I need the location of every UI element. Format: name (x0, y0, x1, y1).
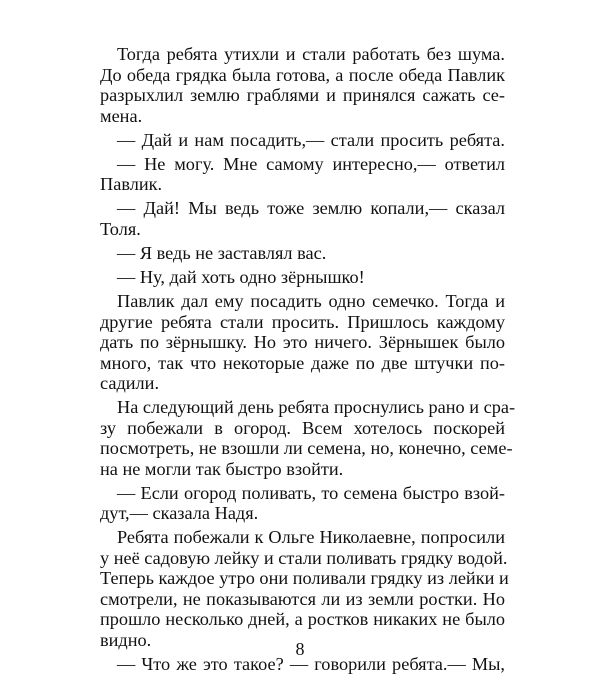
text-line: прошло несколько дней, а ростков никаких не было (100, 609, 505, 630)
text-line: разрыхлил землю граблями и принялся сажать се- (100, 85, 505, 105)
text-line: посмотреть, не взошли ли семена, но, конечно, семе- (100, 438, 513, 459)
text-line: — Дай и нам посадить,— стали просить ребята. (117, 129, 505, 150)
text-line: у неё садовую лейку и стали поливать грядку водой. (100, 547, 508, 568)
text-line: смотрели, не показываются ли из земли ростки. Но (100, 588, 505, 609)
text-line: дут,— сказала Надя. (100, 503, 259, 524)
text-line: До обеда грядка была готова, а после обеда Павлик (100, 64, 505, 85)
text-line: Тогда ребята утихли и стали работать без шума. (117, 44, 505, 64)
text-line: — Я ведь не заставлял вас. (117, 242, 327, 263)
text-line: — Ну, дай хоть одно зёрнышко! (117, 266, 365, 287)
text-line: мена. (100, 105, 143, 126)
text-line: Павлик дал ему посадить одно семечко. Тогда и (117, 291, 505, 312)
text-line: на не могли так быстро взойти. (100, 458, 344, 479)
page-number: 8 (295, 639, 305, 659)
text-line: — Не могу. Мне самому интересно,— ответил (117, 153, 505, 174)
text-line: — Если огород поливать, то семена быстро взой- (117, 482, 505, 503)
text-line: Толя. (100, 218, 141, 239)
text-line: Павлик. (100, 174, 163, 195)
text-line: На следующий день ребята проснулись рано и сра- (117, 397, 516, 418)
text-line: много, так что некоторые даже по две штучки по- (100, 352, 505, 373)
page-text (100, 44, 516, 674)
text-line: видно. (100, 629, 152, 650)
text-line: зу побежали в огород. Всем хотелось поскорей (100, 417, 505, 438)
text-line: — Дай! Мы ведь тоже землю копали,— сказал (117, 198, 505, 219)
text-line: садили. (100, 373, 160, 394)
text-line: другие ребята стали просить. Пришлось каждому (100, 311, 505, 332)
text-line: — Что же это такое? — говорили ребята.— Мы, (117, 653, 505, 674)
text-line: дать по зёрнышку. Но это ничего. Зёрнышек было (100, 332, 505, 353)
text-line: Теперь каждое утро они поливали грядку из лейки и (100, 568, 509, 589)
text-line: Ребята побежали к Ольге Николаевне, попросили (117, 527, 505, 548)
